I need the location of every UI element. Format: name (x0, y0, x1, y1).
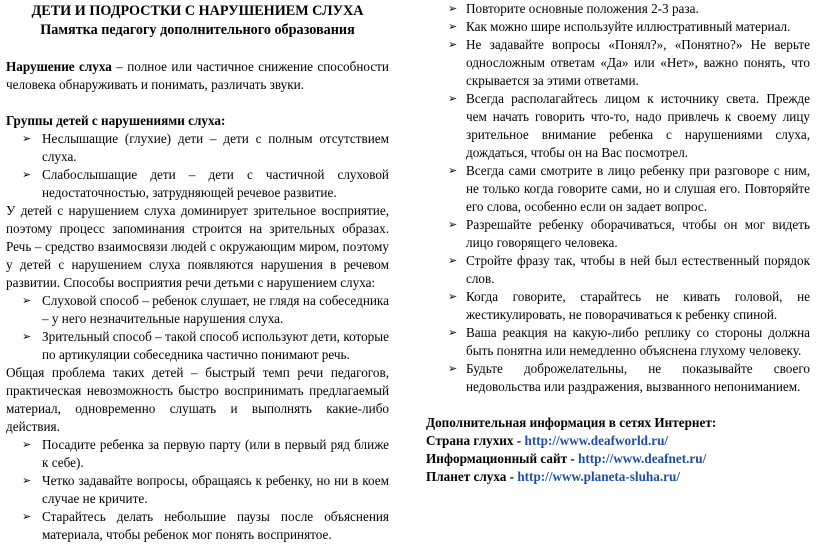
perception-list (6, 292, 389, 364)
arrow-bullet-icon: ➢ (22, 294, 32, 307)
definition-paragraph (6, 58, 389, 94)
arrow-bullet-icon: ➢ (22, 438, 32, 451)
list-item: ➢ Повторите основные положения 2-3 раза. (448, 1, 699, 16)
link-row: Планет слуха - http://www.planeta-sluha.ru/ (426, 469, 681, 484)
groups-list (6, 130, 389, 202)
list-item: ➢ Когда говорите, старайтесь не кивать головой, не жестикулировать, не поворачиваться к ребенку спиной. (448, 289, 810, 322)
list-item: ➢ Неслышащие (глухие) дети – дети с полным отсутствием слуха. (22, 131, 389, 164)
list-item: ➢ Ваша реакция на какую-либо реплику со стороны должна быть понятна или немедленно объяснена глухому человеку. (448, 325, 810, 358)
arrow-bullet-icon: ➢ (22, 510, 32, 523)
link-row: Страна глухих - http://www.deafworld.ru/ (426, 433, 669, 448)
definition-term: Нарушение слуха (6, 59, 112, 74)
arrow-bullet-icon: ➢ (448, 38, 458, 51)
arrow-bullet-icon: ➢ (448, 20, 458, 33)
groups-heading: Группы детей с нарушениями слуха: (6, 113, 226, 128)
arrow-bullet-icon: ➢ (448, 92, 458, 105)
list-item: ➢ Не задавайте вопросы «Понял?», «Понятно?» Не верьте односложным ответам «Да» или «Нет», важно понять, что скрывается за этими ответами. (448, 37, 810, 88)
list-item: ➢ Зрительный способ – такой способ используют дети, которые по артикуляции собеседника частично понимают речь. (22, 329, 389, 362)
links-heading: Дополнительная информация в сетях Интернет: (426, 415, 717, 430)
link-url[interactable]: http://www.planeta-sluha.ru/ (517, 469, 681, 484)
list-item: ➢ Стройте фразу так, чтобы в ней был естественный порядок слов. (448, 253, 810, 286)
problem-list (6, 436, 389, 544)
list-item: ➢ Старайтесь делать небольшие паузы после объяснения материала, чтобы ребенок мог понять воспринятое. (22, 509, 389, 542)
list-item: ➢ Будьте доброжелательны, не показывайте своего недовольства или раздражения, вызванного непониманием. (448, 361, 810, 394)
list-item: ➢ Четко задавайте вопросы, обращаясь к ребенку, но ни в коем случае не кричите. (22, 473, 389, 506)
arrow-bullet-icon: ➢ (448, 362, 458, 375)
arrow-bullet-icon: ➢ (22, 132, 32, 145)
arrow-bullet-icon: ➢ (448, 290, 458, 303)
arrow-bullet-icon: ➢ (22, 474, 32, 487)
definition-text: – полное или частичное снижение способности человека обнаруживать и понимать, различать звуки. (6, 59, 389, 92)
link-row: Информационный сайт - http://www.deafnet.ru/ (426, 451, 707, 466)
list-item: ➢ Слабослышащие дети – дети с частичной слуховой недостаточностью, затрудняющей речевое развитие. (22, 167, 389, 200)
list-item: ➢ Как можно шире используйте иллюстративный материал. (448, 19, 791, 34)
link-url[interactable]: http://www.deafworld.ru/ (524, 433, 669, 448)
arrow-bullet-icon: ➢ (22, 330, 32, 343)
links-section (426, 414, 810, 486)
arrow-bullet-icon: ➢ (448, 2, 458, 15)
arrow-bullet-icon: ➢ (448, 254, 458, 267)
list-item: ➢ Всегда сами смотрите в лицо ребенку при разговоре с ним, не только когда говорите сами, но и слушая его. Повторяйте его слова, особенно если он задает вопрос. (448, 163, 810, 214)
page-subtitle: Памятка педагогу дополнительного образования (40, 22, 355, 38)
tips-list (426, 0, 810, 396)
list-item: ➢ Слуховой способ – ребенок слушает, не глядя на собеседника – у него незначительные нарушения слуха. (22, 293, 389, 326)
list-item: ➢ Разрешайте ребенку оборачиваться, чтобы он мог видеть лицо говорящего человека. (448, 217, 810, 250)
arrow-bullet-icon: ➢ (22, 168, 32, 181)
arrow-bullet-icon: ➢ (448, 218, 458, 231)
left-column (6, 0, 389, 544)
page-title: ДЕТИ И ПОДРОСТКИ С НАРУШЕНИЕМ СЛУХА (31, 3, 364, 19)
right-column (426, 0, 810, 486)
perception-paragraph: У детей с нарушением слуха доминирует зрительное восприятие, поэтому процесс запоминания строится на зрительных образах. Речь – средство взаимосвязи людей с окружающим миром, поэтому у детей с нарушением слуха появляются нарушения в речевом развитии. Способы восприятия речи детьми с нарушением слуха: (6, 203, 389, 290)
problem-paragraph: Общая проблема таких детей – быстрый темп речи педагогов, практическая невозможность быстро воспринимать предлагаемый материал, одновременно слушать и выполнять какие-либо действия. (6, 365, 389, 434)
list-item: ➢ Всегда располагайтесь лицом к источнику света. Прежде чем начать говорить что-то, надо привлечь к своему лицу зрительное внимание ребенка с нарушениями слуха, дождаться, чтобы он на Вас посмотрел. (448, 91, 810, 160)
arrow-bullet-icon: ➢ (448, 326, 458, 339)
list-item: ➢ Посадите ребенка за первую парту (или в первый ряд ближе к себе). (22, 437, 389, 470)
link-url[interactable]: http://www.deafnet.ru/ (578, 451, 707, 466)
arrow-bullet-icon: ➢ (448, 164, 458, 177)
